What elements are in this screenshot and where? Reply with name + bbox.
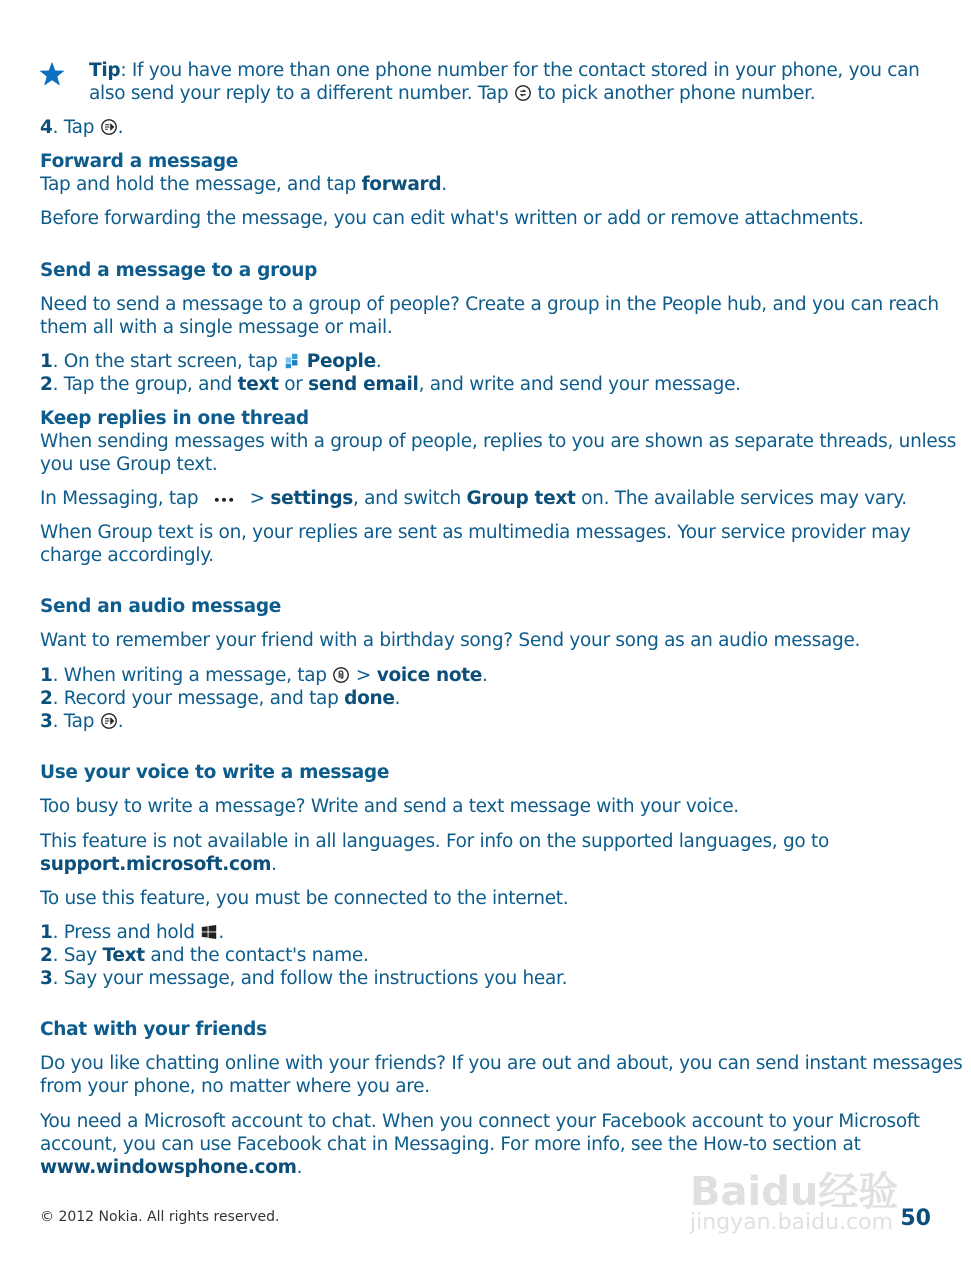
voice-step-2: 2. Say Text and the contact's name.: [40, 945, 369, 966]
tip-line-2: also send your reply to a different number. Tap to pick another phone number.: [89, 83, 816, 104]
voice-para-2: This feature is not available in all languages. For info on the supported languages, go to: [40, 831, 829, 852]
tip-label: Tip: [89, 60, 121, 81]
thread-para-3: In Messaging, tap > settings, and switch Group text on. The available services may vary.: [40, 488, 907, 509]
thread-para-5: charge accordingly.: [40, 545, 214, 566]
group-step-2: 2. Tap the group, and text or send email, and write and send your message.: [40, 374, 741, 395]
more-ellipsis-icon: [204, 489, 244, 507]
watermark-brand: Baidu经验: [690, 1169, 899, 1215]
step-4: 4. Tap .: [40, 117, 124, 138]
send-icon: [100, 118, 118, 136]
thread-para-2: you use Group text.: [40, 454, 218, 475]
send-icon: [100, 712, 118, 730]
audio-step-3: 3. Tap .: [40, 711, 124, 732]
page-number: 50: [900, 1206, 931, 1231]
chat-para-2: from your phone, no matter where you are.: [40, 1076, 430, 1097]
copyright: © 2012 Nokia. All rights reserved.: [40, 1209, 280, 1225]
group-para-2: them all with a single message or mail.: [40, 317, 393, 338]
star-icon: [38, 60, 66, 88]
chat-para-4: account, you can use Facebook chat in Messaging. For more info, see the How-to section at: [40, 1134, 861, 1155]
audio-step-2: 2. Record your message, and tap done.: [40, 688, 401, 709]
chat-para-5: www.windowsphone.com.: [40, 1157, 303, 1178]
tip-line-1: Tip: If you have more than one phone number for the contact stored in your phone, you can: [89, 60, 920, 81]
people-tile-icon: [283, 352, 301, 370]
voice-heading: Use your voice to write a message: [40, 762, 390, 783]
switch-number-icon: [514, 84, 532, 102]
forward-line-2: Before forwarding the message, you can edit what's written or add or remove attachments.: [40, 208, 864, 229]
voice-para-4: To use this feature, you must be connected to the internet.: [40, 888, 569, 909]
thread-heading: Keep replies in one thread: [40, 408, 309, 429]
forward-line-1: Tap and hold the message, and tap forward.: [40, 174, 447, 195]
audio-step-1: 1. When writing a message, tap > voice note.: [40, 665, 488, 686]
audio-para-1: Want to remember your friend with a birthday song? Send your song as an audio message.: [40, 630, 861, 651]
group-step-1: 1. On the start screen, tap People.: [40, 351, 382, 372]
thread-para-1: When sending messages with a group of people, replies to you are shown as separate threads, unless: [40, 431, 957, 452]
voice-para-3: support.microsoft.com.: [40, 854, 277, 875]
audio-heading: Send an audio message: [40, 596, 282, 617]
group-heading: Send a message to a group: [40, 260, 318, 281]
attach-icon: [332, 666, 350, 684]
forward-heading: Forward a message: [40, 151, 239, 172]
chat-heading: Chat with your friends: [40, 1019, 267, 1040]
group-para-1: Need to send a message to a group of people? Create a group in the People hub, and you can reach: [40, 294, 939, 315]
chat-para-3: You need a Microsoft account to chat. When you connect your Facebook account to your Microsoft: [40, 1111, 920, 1132]
voice-para-1: Too busy to write a message? Write and send a text message with your voice.: [40, 796, 739, 817]
thread-para-4: When Group text is on, your replies are sent as multimedia messages. Your service provider may: [40, 522, 911, 543]
baidu-watermark: [690, 1160, 930, 1250]
chat-para-1: Do you like chatting online with your friends? If you are out and about, you can send instant messages: [40, 1053, 963, 1074]
voice-step-3: 3. Say your message, and follow the instructions you hear.: [40, 968, 568, 989]
windows-logo-icon: [200, 923, 218, 941]
voice-step-1: 1. Press and hold .: [40, 922, 224, 943]
watermark-url: jingyan.baidu.com: [690, 1210, 894, 1235]
